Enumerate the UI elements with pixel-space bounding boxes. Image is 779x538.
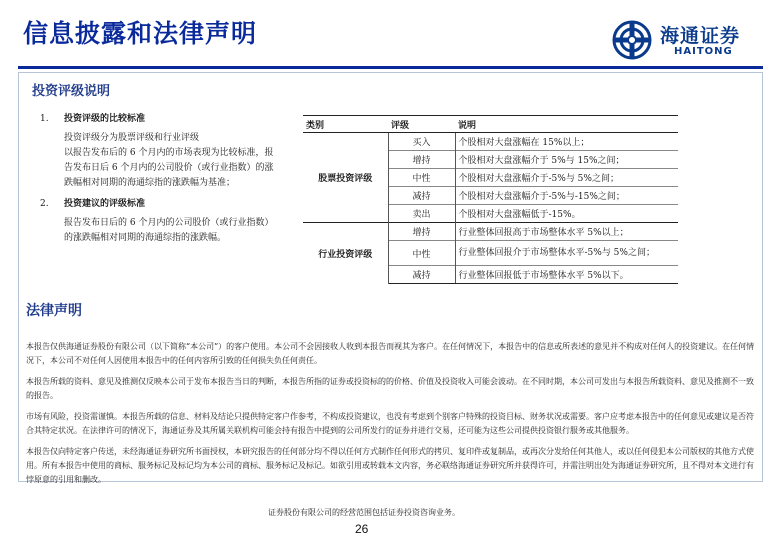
rating-criteria-list — [32, 112, 280, 246]
description-cell: 行业整体回报低于市场整体水平 5%以下。 — [455, 266, 678, 284]
rating-cell: 减持 — [388, 266, 455, 284]
haitong-logo — [612, 20, 762, 64]
legal-paragraph: 市场有风险，投资需谨慎。本报告所载的信息、材料及结论只提供特定客户作参考，不构成投资建议，也没有考虑到个别客户特殊的投资目标、财务状况或需要。客户应考虑本报告中的任何意见或建议是否符合其特定状况。在法律许可的情况下，海通证券及其所属关联机构可能会持有报告中提到的公司所发行的证券并进行交易，还可能为这些公司提供投资银行服务或其他服务。 — [26, 412, 754, 435]
rating-cell: 中性 — [388, 169, 455, 187]
description-cell: 个股相对大盘涨幅介于-5%与-15%之间； — [455, 187, 678, 205]
rating-cell: 减持 — [388, 187, 455, 205]
legal-footer-fragment: 证券股份有限公司的经营范围包括证券投资咨询业务。 — [268, 508, 460, 517]
legal-paragraph: 本报告仅向特定客户传送，未经海通证券研究所书面授权，本研究报告的任何部分均不得以任何方式制作任何形式的拷贝、复印件或复制品，或再次分发给任何其他人，或以任何侵犯本公司版权的其他方式使用。所有本报告中使用的商标、服务标记及标记均为本公司的商标、服务标记及标记。如欲引用或转载本文内容，务必联络海通证券研究所并获得许可，并需注明出处为海通证券研究所，且不得对本文进行有悖原意的引用和删改。 — [26, 447, 754, 484]
logo-chinese-name: 海通证券 — [660, 25, 741, 47]
table-row — [303, 223, 678, 241]
logo-english-name: HAITONG — [674, 46, 733, 57]
description-cell: 个股相对大盘涨幅介于-5%与 5%之间； — [455, 169, 678, 187]
rating-table-header — [303, 116, 678, 133]
criteria-item — [32, 197, 280, 246]
header-rating: 评级 — [388, 116, 455, 133]
rating-cell: 卖出 — [388, 205, 455, 223]
haitong-logo-icon — [612, 20, 652, 60]
description-cell: 行业整体回报高于市场整体水平 5%以上； — [455, 223, 678, 241]
criteria-item-heading: 投资建议的评级标准 — [64, 199, 146, 209]
criteria-item-number: 2. — [40, 199, 49, 209]
criteria-item-body: 报告发布日后的 6 个月内的公司股价（或行业指数）的涨跌幅相对同期的海通综指的涨跌幅。 — [64, 218, 274, 243]
criteria-item-number: 1. — [40, 114, 49, 124]
rating-cell: 买入 — [388, 133, 455, 151]
legal-statement — [26, 340, 756, 494]
rating-section-title: 投资评级说明 — [32, 84, 111, 99]
table-row — [303, 133, 678, 151]
legal-section-title: 法律声明 — [26, 303, 82, 319]
description-cell: 个股相对大盘涨幅低于-15%。 — [455, 205, 678, 223]
description-cell: 行业整体回报介于市场整体水平-5%与 5%之间； — [455, 241, 678, 266]
header-category: 类别 — [303, 116, 388, 133]
rating-cell: 增持 — [388, 223, 455, 241]
page-number: 26 — [355, 522, 369, 536]
page-title: 信息披露和法律声明 — [23, 19, 258, 48]
criteria-item-body: 投资评级分为股票评级和行业评级 以报告发布后的 6 个月内的市场表现为比较标准，报告发布日后 6 个月内的公司股价（或行业指数）的涨跌幅相对同期的海通综指的涨跌幅为基准； — [64, 133, 274, 188]
legal-paragraph: 本报告所载的资料、意见及推测仅反映本公司于发布本报告当日的判断，本报告所指的证券或投资标的的价格、价值及投资收入可能会波动。在不同时期，本公司可发出与本报告所载资料、意见及推测不一致的报告。 — [26, 377, 754, 400]
description-cell: 个股相对大盘涨幅介于 5%与 15%之间； — [455, 151, 678, 169]
rating-cell: 中性 — [388, 241, 455, 266]
header-rule — [18, 66, 763, 69]
criteria-item-heading: 投资评级的比较标准 — [64, 114, 146, 124]
header-description: 说明 — [455, 116, 678, 133]
legal-paragraph: 本报告仅供海通证券股份有限公司（以下简称“本公司”）的客户使用。本公司不会因接收人收到本报告而视其为客户。在任何情况下，本报告中的信息或所表述的意见并不构成对任何人的投资建议。在任何情况下，本公司不对任何人因使用本报告中的任何内容所引致的任何损失负任何责任。 — [26, 342, 755, 365]
stock-rating-category: 股票投资评级 — [303, 133, 388, 223]
description-cell: 个股相对大盘涨幅在 15%以上； — [458, 138, 590, 148]
criteria-item — [32, 112, 280, 191]
rating-table — [303, 115, 678, 284]
industry-rating-category: 行业投资评级 — [303, 223, 388, 284]
rating-cell: 增持 — [388, 151, 455, 169]
